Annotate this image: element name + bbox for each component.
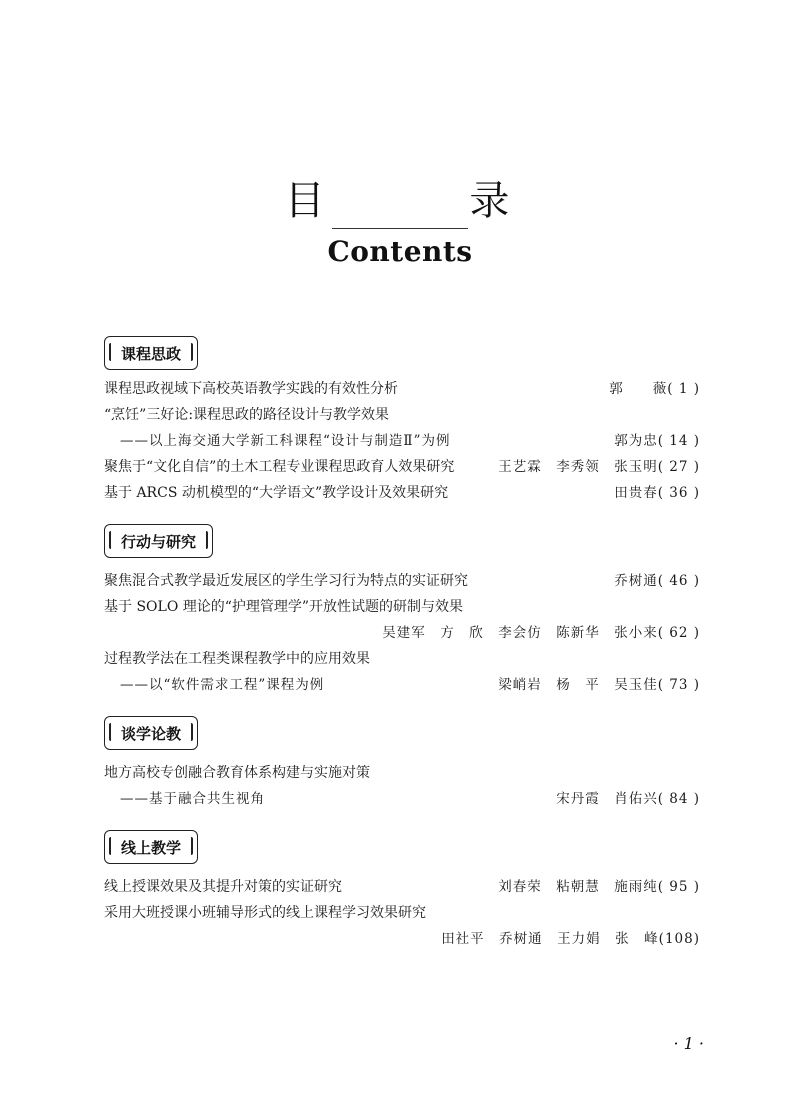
- entry-title: 课程思政视域下高校英语教学实践的有效性分析: [104, 381, 398, 397]
- section-label: 谈学论教: [121, 724, 182, 743]
- entry-title: 基于 ARCS 动机模型的“大学语文”教学设计及效果研究: [104, 485, 449, 501]
- title-block: [0, 178, 800, 269]
- section-label: 线上教学: [121, 838, 182, 857]
- toc-entry-authors-line[interactable]: [104, 622, 700, 644]
- entry-authors: 宋丹霞 肖佑兴( 84 ): [556, 791, 700, 807]
- entry-authors: 郭 薇( 1 ): [609, 381, 700, 397]
- entry-authors: 王艺霖 李秀领 张玉明( 27 ): [498, 459, 700, 475]
- entry-title: 采用大班授课小班辅导形式的线上课程学习效果研究: [104, 905, 426, 921]
- section-header-ideology: [104, 336, 198, 370]
- toc-entry[interactable]: [104, 876, 700, 898]
- toc-entry[interactable]: [104, 762, 700, 784]
- toc-entry[interactable]: [104, 378, 700, 400]
- entry-authors: 郭为忠( 14 ): [614, 433, 700, 449]
- entry-authors: 梁峭岩 杨 平 吴玉佳( 73 ): [498, 677, 700, 693]
- toc-entry-subtitle[interactable]: [104, 430, 700, 452]
- toc-entry[interactable]: [104, 596, 700, 618]
- toc-entry[interactable]: [104, 648, 700, 670]
- toc-entry-subtitle[interactable]: [104, 674, 700, 696]
- entry-title: “烹饪”三好论:课程思政的路径设计与教学效果: [104, 407, 390, 423]
- entry-authors: 乔树通( 46 ): [614, 573, 700, 589]
- entry-authors: 吴建军 方 欣 李会仿 陈新华 张小来( 62 ): [382, 625, 700, 641]
- entry-title: 聚焦于“文化自信”的土木工程专业课程思政育人效果研究: [104, 459, 455, 475]
- toc-entry[interactable]: [104, 404, 700, 426]
- section-label: 行动与研究: [121, 532, 197, 551]
- entry-subtitle: ——以“软件需求工程”课程为例: [120, 677, 325, 693]
- section-label: 课程思政: [121, 344, 182, 363]
- section-header-action-research: [104, 524, 213, 558]
- entry-authors: 刘春荣 粘朝慧 施雨纯( 95 ): [498, 879, 700, 895]
- entry-title: 聚焦混合式教学最近发展区的学生学习行为特点的实证研究: [104, 573, 468, 589]
- toc-entry-authors-line[interactable]: [104, 928, 700, 950]
- entry-title: 基于 SOLO 理论的“护理管理学”开放性试题的研制与效果: [104, 599, 464, 615]
- title-chinese: 目 录: [284, 178, 576, 224]
- toc-entry[interactable]: [104, 456, 700, 478]
- entry-subtitle: ——基于融合共生视角: [120, 791, 265, 807]
- toc-entry[interactable]: [104, 482, 700, 504]
- entry-authors: 田社平 乔树通 王力娟 张 峰(108): [441, 931, 700, 947]
- entry-title: 地方高校专创融合教育体系构建与实施对策: [104, 765, 370, 781]
- title-english: Contents: [327, 235, 473, 268]
- page-number: · 1 ·: [673, 1034, 704, 1053]
- entry-title: 线上授课效果及其提升对策的实证研究: [104, 879, 342, 895]
- entry-subtitle: ——以上海交通大学新工科课程“设计与制造Ⅱ”为例: [120, 433, 451, 449]
- entry-title: 过程教学法在工程类课程教学中的应用效果: [104, 651, 370, 667]
- toc-entry-subtitle[interactable]: [104, 788, 700, 810]
- toc-entry[interactable]: [104, 570, 700, 592]
- toc-entry[interactable]: [104, 902, 700, 924]
- section-header-teaching-discussion: [104, 716, 198, 750]
- title-divider: [332, 228, 468, 229]
- entry-authors: 田贵春( 36 ): [614, 485, 700, 501]
- section-header-online-teaching: [104, 830, 198, 864]
